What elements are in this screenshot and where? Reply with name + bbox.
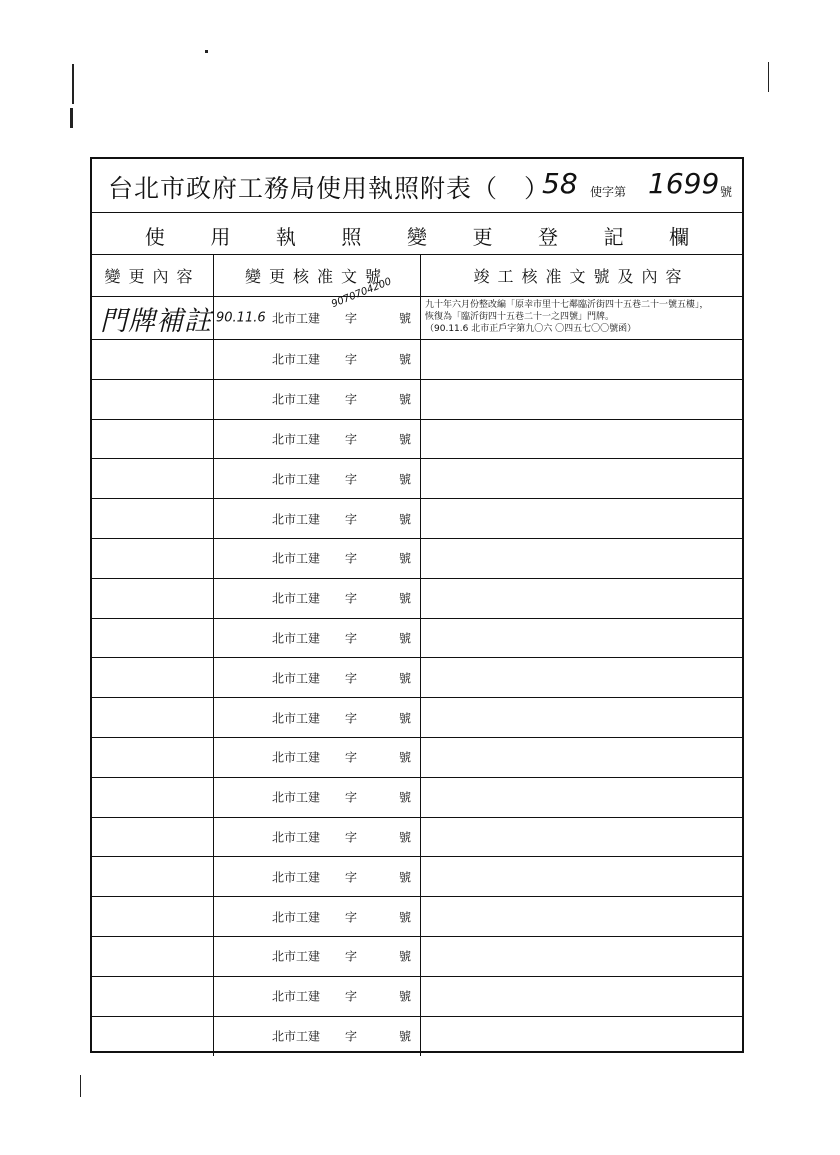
completion-notes [421, 658, 429, 662]
change-approval-cell [214, 539, 421, 578]
change-approval-cell [214, 579, 421, 618]
approval-zi: 字 [345, 631, 358, 646]
approval-hao: 號 [399, 352, 412, 367]
change-content-cell [92, 380, 214, 419]
approval-prefix: 北市工建 [272, 949, 321, 964]
completion-approval-cell [421, 420, 742, 459]
completion-notes [421, 897, 429, 901]
completion-notes [421, 380, 429, 384]
approval-prefix: 北市工建 [272, 1029, 321, 1044]
approval-number: 9070704200 [330, 276, 394, 311]
completion-notes [421, 340, 429, 344]
approval-hao: 號 [399, 551, 412, 566]
completion-notes [421, 778, 429, 782]
change-content-cell [92, 420, 214, 459]
column-header-completion-approval: 竣工核准文號及內容 [473, 267, 690, 286]
approval-prefix: 北市工建 [272, 311, 321, 326]
approval-zi: 字 [345, 671, 358, 686]
completion-notes [421, 297, 713, 337]
approval-prefix: 北市工建 [272, 870, 321, 885]
completion-approval-cell [421, 658, 742, 697]
change-approval-cell [214, 1017, 421, 1057]
completion-notes [421, 579, 429, 583]
change-approval-cell [214, 818, 421, 857]
form-title-row [92, 159, 742, 213]
change-approval-cell [214, 937, 421, 976]
approval-hao: 號 [399, 591, 412, 606]
approval-hao: 號 [399, 392, 412, 407]
completion-approval-cell [421, 380, 742, 419]
change-content-cell [92, 1017, 214, 1057]
change-content-cell [92, 340, 214, 379]
completion-notes [421, 698, 429, 702]
section-heading-char: 執 [275, 225, 296, 249]
change-content-cell [92, 499, 214, 538]
section-heading-char: 更 [472, 225, 493, 249]
approval-prefix: 北市工建 [272, 352, 321, 367]
approval-zi: 字 [345, 551, 358, 566]
table-row [92, 658, 742, 698]
completion-approval-cell [421, 977, 742, 1016]
approval-zi: 字 [345, 910, 358, 925]
section-heading-char: 記 [603, 225, 624, 249]
approval-prefix: 北市工建 [272, 989, 321, 1004]
license-change-form [90, 157, 744, 1053]
table-row [92, 977, 742, 1017]
table-row [92, 937, 742, 977]
change-approval-cell [214, 420, 421, 459]
completion-notes [421, 619, 429, 623]
change-approval-cell [214, 619, 421, 658]
form-title: 台北市政府工務局使用執照附表（ ） [108, 174, 551, 203]
approval-hao: 號 [399, 472, 412, 487]
license-prefix: 使字第 [590, 185, 627, 199]
approval-prefix: 北市工建 [272, 472, 321, 487]
change-content-cell [92, 658, 214, 697]
section-heading-char: 使 [144, 225, 165, 249]
change-content-cell [92, 977, 214, 1016]
approval-prefix: 北市工建 [272, 790, 321, 805]
approval-zi: 字 [345, 790, 358, 805]
completion-notes [421, 977, 429, 981]
completion-approval-cell [421, 857, 742, 896]
completion-approval-cell [421, 937, 742, 976]
approval-hao: 號 [399, 432, 412, 447]
approval-zi: 字 [345, 830, 358, 845]
table-row [92, 857, 742, 897]
change-approval-cell [214, 897, 421, 936]
change-content-cell [92, 937, 214, 976]
scan-edge-mark [80, 1075, 81, 1097]
completion-note-line: 恢復為「臨沂街四十五巷二十一之四號」門牌。 [425, 312, 615, 322]
change-approval-cell [214, 499, 421, 538]
completion-notes [421, 738, 429, 742]
approval-zi: 字 [345, 311, 358, 326]
table-row [92, 499, 742, 539]
change-approval-cell [214, 778, 421, 817]
approval-prefix: 北市工建 [272, 910, 321, 925]
change-content-cell [92, 857, 214, 896]
completion-approval-cell [421, 738, 742, 777]
table-row [92, 738, 742, 778]
table-row [92, 380, 742, 420]
completion-approval-cell [421, 499, 742, 538]
license-suffix: 號 [719, 185, 732, 199]
change-content-cell [92, 619, 214, 658]
approval-prefix: 北市工建 [272, 711, 321, 726]
approval-zi: 字 [345, 711, 358, 726]
completion-approval-cell [421, 459, 742, 498]
approval-hao: 號 [399, 790, 412, 805]
approval-zi: 字 [345, 432, 358, 447]
approval-zi: 字 [345, 1029, 358, 1044]
section-heading-char: 照 [341, 225, 362, 249]
change-content-cell [92, 778, 214, 817]
scan-edge-mark [70, 108, 73, 128]
approval-hao: 號 [399, 870, 412, 885]
section-heading-char: 登 [538, 225, 559, 249]
table-row [92, 539, 742, 579]
change-approval-cell [214, 698, 421, 737]
approval-prefix: 北市工建 [272, 432, 321, 447]
change-approval-cell [214, 658, 421, 697]
completion-approval-cell [421, 340, 742, 379]
approval-zi: 字 [345, 750, 358, 765]
scan-edge-mark [768, 62, 769, 92]
approval-zi: 字 [345, 512, 358, 527]
completion-approval-cell [421, 579, 742, 618]
completion-approval-cell [421, 698, 742, 737]
approval-prefix: 北市工建 [272, 512, 321, 527]
completion-approval-cell [421, 778, 742, 817]
completion-notes [421, 1017, 429, 1021]
completion-notes [421, 937, 429, 941]
change-content-cell [92, 738, 214, 777]
approval-zi: 字 [345, 352, 358, 367]
column-header-change-content: 變更內容 [92, 255, 214, 296]
approval-hao: 號 [399, 711, 412, 726]
license-number: 1699 [648, 167, 720, 200]
approval-hao: 號 [399, 311, 412, 326]
approval-date: 90.11.6 [216, 310, 266, 326]
approval-zi: 字 [345, 591, 358, 606]
completion-approval-cell [421, 1017, 742, 1057]
completion-notes [421, 459, 429, 463]
completion-notes [421, 539, 429, 543]
change-content-cell [92, 818, 214, 857]
completion-notes [421, 818, 429, 822]
change-content-text: 門牌補註 [100, 305, 212, 337]
approval-hao: 號 [399, 512, 412, 527]
completion-approval-cell [421, 897, 742, 936]
section-heading-char: 用 [210, 225, 231, 249]
approval-prefix: 北市工建 [272, 671, 321, 686]
approval-hao: 號 [399, 671, 412, 686]
approval-prefix: 北市工建 [272, 830, 321, 845]
table-row [92, 897, 742, 937]
section-heading-row [92, 213, 742, 255]
completion-notes [421, 499, 429, 503]
completion-approval-cell [421, 818, 742, 857]
approval-prefix: 北市工建 [272, 631, 321, 646]
completion-note-line: （90.11.6 北市正戶字第九〇六 〇四五七〇〇號函） [425, 324, 637, 334]
change-approval-cell [214, 380, 421, 419]
approval-zi: 字 [345, 870, 358, 885]
change-content-cell [92, 539, 214, 578]
change-content-cell [92, 579, 214, 618]
approval-hao: 號 [399, 631, 412, 646]
table-row [92, 1017, 742, 1057]
approval-hao: 號 [399, 910, 412, 925]
section-heading [92, 221, 742, 250]
change-approval-cell [214, 738, 421, 777]
table-row [92, 698, 742, 738]
table-row [92, 340, 742, 380]
section-heading-char: 欄 [669, 225, 690, 249]
change-content-cell [92, 897, 214, 936]
table-row [92, 420, 742, 460]
approval-hao: 號 [399, 750, 412, 765]
completion-note-line: 九十年六月份整改編「原幸市里十七鄰臨沂街四十五巷二十一號五樓」， [425, 300, 709, 310]
completion-approval-cell [421, 619, 742, 658]
approval-prefix: 北市工建 [272, 551, 321, 566]
table-row [92, 579, 742, 619]
change-approval-cell [214, 340, 421, 379]
approval-hao: 號 [399, 1029, 412, 1044]
approval-hao: 號 [399, 989, 412, 1004]
approval-prefix: 北市工建 [272, 750, 321, 765]
scan-edge-mark [72, 64, 74, 104]
column-header-row [92, 255, 742, 297]
approval-zi: 字 [345, 392, 358, 407]
approval-zi: 字 [345, 472, 358, 487]
completion-approval-cell [421, 539, 742, 578]
change-approval-cell [214, 857, 421, 896]
license-year: 58 [542, 167, 578, 200]
change-content-cell [92, 297, 214, 339]
change-content-cell [92, 698, 214, 737]
section-heading-char: 變 [406, 225, 427, 249]
approval-zi: 字 [345, 949, 358, 964]
change-approval-cell [214, 977, 421, 1016]
table-row [92, 818, 742, 858]
column-header-change-approval: 變更核准文號 [214, 255, 421, 296]
table-row [92, 778, 742, 818]
change-approval-cell [214, 459, 421, 498]
table-row [92, 459, 742, 499]
completion-approval-cell [421, 297, 742, 339]
completion-notes [421, 857, 429, 861]
approval-prefix: 北市工建 [272, 392, 321, 407]
approval-hao: 號 [399, 830, 412, 845]
completion-notes [421, 420, 429, 424]
scan-edge-mark [205, 50, 208, 53]
table-row [92, 619, 742, 659]
approval-zi: 字 [345, 989, 358, 1004]
approval-hao: 號 [399, 949, 412, 964]
approval-prefix: 北市工建 [272, 591, 321, 606]
change-content-cell [92, 459, 214, 498]
